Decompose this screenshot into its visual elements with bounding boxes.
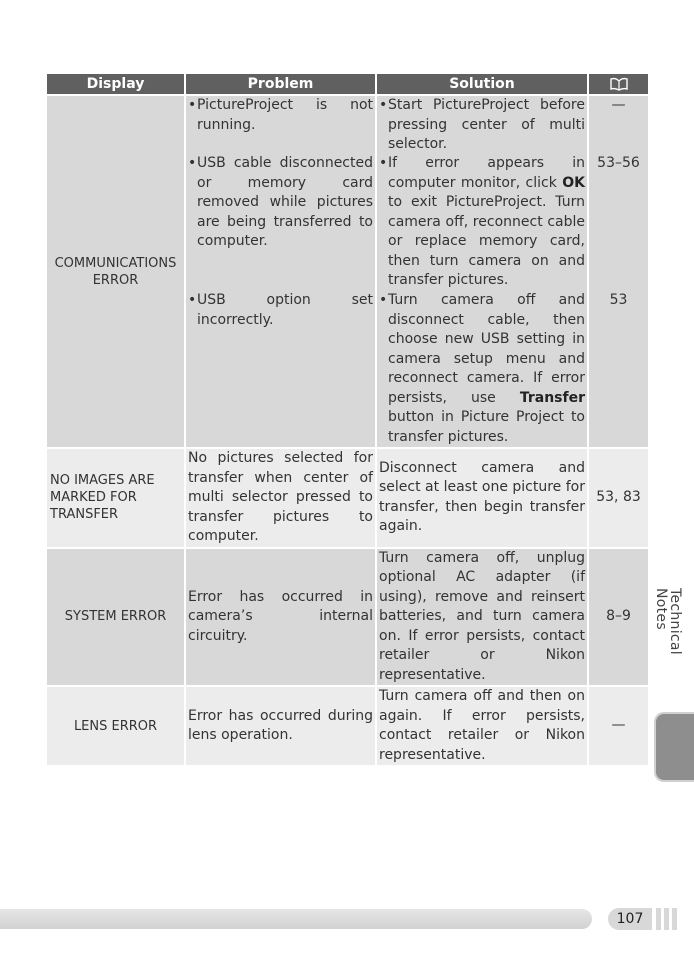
list-item: • If error appears in computer monitor, click OK to exit PictureProject. Turn camera off, reconnect cable or replace memory card, then turn camera on and transfer pictures. (379, 155, 585, 288)
list-item: • USB cable disconnected or memory card removed while pictures are being transferred to computer. (188, 155, 373, 249)
table-header-row (47, 74, 648, 94)
display-cell: LENS ERROR (47, 685, 184, 765)
header-page (589, 74, 648, 94)
solution-cell: Disconnect camera and select at least one picture for transfer, then begin transfer again. (377, 447, 587, 547)
table-row (47, 685, 648, 765)
book-pages-icon (609, 77, 629, 91)
list-item: • Turn camera off and disconnect cable, then choose new USB setting in camera setup menu and reconnect camera. If error persists, use Transfer button in Picture Project to transfer pictures. (379, 292, 585, 445)
display-cell: SYSTEM ERROR (47, 547, 184, 686)
page-ref: 53, 83 (589, 447, 648, 547)
problem-cell: No pictures selected for transfer when center of multi selector pressed to transfer pictures to computer. (186, 447, 375, 547)
header-solution: Solution (377, 74, 587, 94)
page-number: 107 (608, 908, 652, 930)
footer-stripe (664, 908, 669, 930)
problem-cell: Error has occurred during lens operation. (186, 685, 375, 765)
footer-bar (0, 909, 592, 929)
table-row (47, 447, 648, 547)
display-cell: NO IMAGES ARE MARKED FOR TRANSFER (47, 447, 184, 547)
list-item: • Start PictureProject before pressing center of multi selector. (379, 97, 585, 152)
page-ref: 53–56 (597, 155, 640, 171)
problem-cell: Error has occurred in camera’s internal circuitry. (186, 547, 375, 686)
problem-cell (186, 94, 375, 447)
footer-stripe (656, 908, 661, 930)
section-tab-label: Technical Notes (653, 588, 683, 655)
list-item: • USB option set incorrectly. (188, 292, 373, 328)
page-ref: 8–9 (589, 547, 648, 686)
page-ref: — (589, 685, 648, 765)
troubleshooting-table (45, 74, 650, 765)
table-row (47, 94, 648, 447)
footer-stripe (672, 908, 677, 930)
page-ref: — (611, 97, 626, 113)
list-item: • PictureProject is not running. (188, 97, 373, 133)
solution-cell: Turn camera off, unplug optional AC adapter (if using), remove and reinsert batteries, and turn camera on. If error persists, contact retailer or Nikon representative. (377, 547, 587, 686)
header-display: Display (47, 74, 184, 94)
header-problem: Problem (186, 74, 375, 94)
display-cell: COMMUNICATIONS ERROR (47, 94, 184, 447)
solution-cell (377, 94, 587, 447)
page-cell (589, 94, 648, 447)
table-row (47, 547, 648, 686)
section-tab (654, 712, 694, 782)
solution-cell: Turn camera off and then on again. If error persists, contact retailer or Nikon representative. (377, 685, 587, 765)
page-ref: 53 (609, 292, 628, 308)
